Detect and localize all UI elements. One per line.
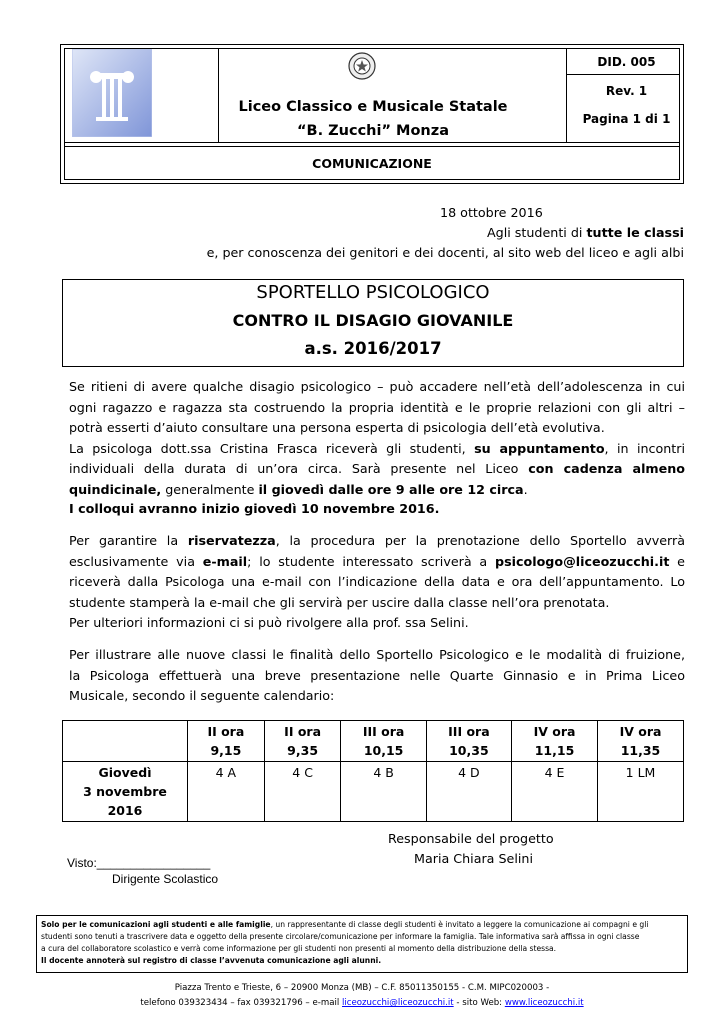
paragraph: Per illustrare alle nuove classi le finalità dello Sportello Psicologico e le modalità di fruizione, la Psicologa effettuerà una breve presentazione nelle Quarte Ginnasio e in Prima Liceo Musicale, secondo il seguente calendario: [69, 647, 685, 703]
doc-page: Pagina 1 di 1 [582, 112, 671, 126]
table-cell: 4 D [426, 762, 511, 822]
table-day-cell: Giovedì 3 novembre 2016 [63, 762, 188, 822]
footer-note: Solo per le comunicazioni agli studenti e alle famiglie, un rappresentante di classe degli studenti è invitato a leggere la comunicazione ai compagni e gli studenti sono tenuti a trascrivere data e oggetto della presente circolare/comunicazione per informare la famiglia. Tale informativa sarà affissa in ogni classe a cura del collaboratore scolastico e verrà come informazione per gli studenti non presenti al momento della distribuzione della stessa. Il docente annoterà sul registro di classe l’avvenuta comunicazione agli alunni. [41, 920, 649, 966]
dirigente-label: Dirigente Scolastico [112, 872, 219, 886]
table-header: III ora 10,15 [341, 721, 426, 762]
doc-revision: Rev. 1 [605, 84, 648, 98]
table-row [63, 762, 684, 822]
signature-name: Maria Chiara Selini [414, 851, 533, 866]
school-year: a.s. 2016/2017 [304, 339, 442, 358]
doc-code: DID. 005 [597, 55, 656, 69]
email-link[interactable]: liceozucchi@liceozucchi.it [342, 998, 454, 1008]
doc-date: 18 ottobre 2016 [440, 205, 543, 220]
cc-recipients: e, per conoscenza dei genitori e dei docenti, al sito web del liceo e agli albi [206, 245, 684, 260]
header-divider [566, 48, 567, 142]
table-cell [63, 721, 188, 762]
page-subtitle: CONTRO IL DISAGIO GIOVANILE [232, 311, 514, 330]
table-header: II ora 9,35 [264, 721, 341, 762]
recipients: Agli studenti di tutte le classi [486, 225, 684, 240]
footer-contacts: telefono 039323434 – fax 039321796 – e-mail liceozucchi@liceozucchi.it - sito Web: www.liceozucchi.it [140, 998, 584, 1008]
table-cell: 4 B [341, 762, 426, 822]
school-logo-icon [72, 49, 152, 137]
paragraph: Se ritieni di avere qualche disagio psicologico – può accadere nell’età dell’adolescenza in cui ogni ragazzo e ragazza sta costruendo la propria identità e le proprie relazioni con gli altri – potrà esserti d’aiuto consultare una persona esperta di psicologia dell’età evolutiva. La psicologa dott.ssa Cristina Frasca riceverà gli studenti, su appuntamento, in incontri individuali della durata di un’ora circa. Sarà presente nel Liceo con cadenza almeno quindicinale, generalmente il giovedì dalle ore 9 alle ore 12 circa. [69, 379, 686, 497]
header-divider [64, 142, 680, 143]
school-name-line1: Liceo Classico e Musicale Statale [238, 99, 508, 115]
table-header: II ora 9,15 [188, 721, 265, 762]
table-row [63, 721, 684, 762]
table-cell: 4 C [264, 762, 341, 822]
table-cell: 4 E [512, 762, 598, 822]
footer-address: Piazza Trento e Trieste, 6 – 20900 Monza (MB) – C.F. 85011350155 - C.M. MIPC020003 - [174, 983, 550, 993]
table-header: IV ora 11,35 [598, 721, 684, 762]
paragraph: Per garantire la riservatezza, la procedura per la prenotazione dello Sportello avverrà esclusivamente via e-mail; lo studente interessato scriverà a psicologo@liceozucchi.it e riceverà dalla Psicologa una e-mail con l’indicazione della data e ora dell’appuntamento. Lo studente stamperà la e-mail che gli servirà per uscire dalla classe nell’ora prenotata. Per ulteriori informazioni ci si può rivolgere alla prof. ssa Selini. [69, 533, 685, 630]
header-divider [64, 146, 680, 147]
page-title: SPORTELLO PSICOLOGICO [256, 282, 490, 303]
table-header: IV ora 11,15 [512, 721, 598, 762]
visto-line: Visto:_________________ [67, 856, 211, 870]
table-header: III ora 10,35 [426, 721, 511, 762]
italian-republic-emblem-icon [347, 51, 377, 81]
header-divider [566, 74, 680, 75]
school-name-line2: “B. Zucchi” Monza [297, 123, 449, 139]
signature-role: Responsabile del progetto [388, 831, 554, 846]
table-cell: 1 LM [598, 762, 684, 822]
doc-type: COMUNICAZIONE [312, 156, 432, 171]
start-notice: I colloqui avranno inizio giovedì 10 novembre 2016. [69, 501, 440, 516]
table-cell: 4 A [188, 762, 265, 822]
calendar-table [62, 720, 684, 822]
email-link[interactable]: psicologo@liceozucchi.it [495, 553, 670, 569]
website-link[interactable]: www.liceozucchi.it [504, 998, 584, 1008]
